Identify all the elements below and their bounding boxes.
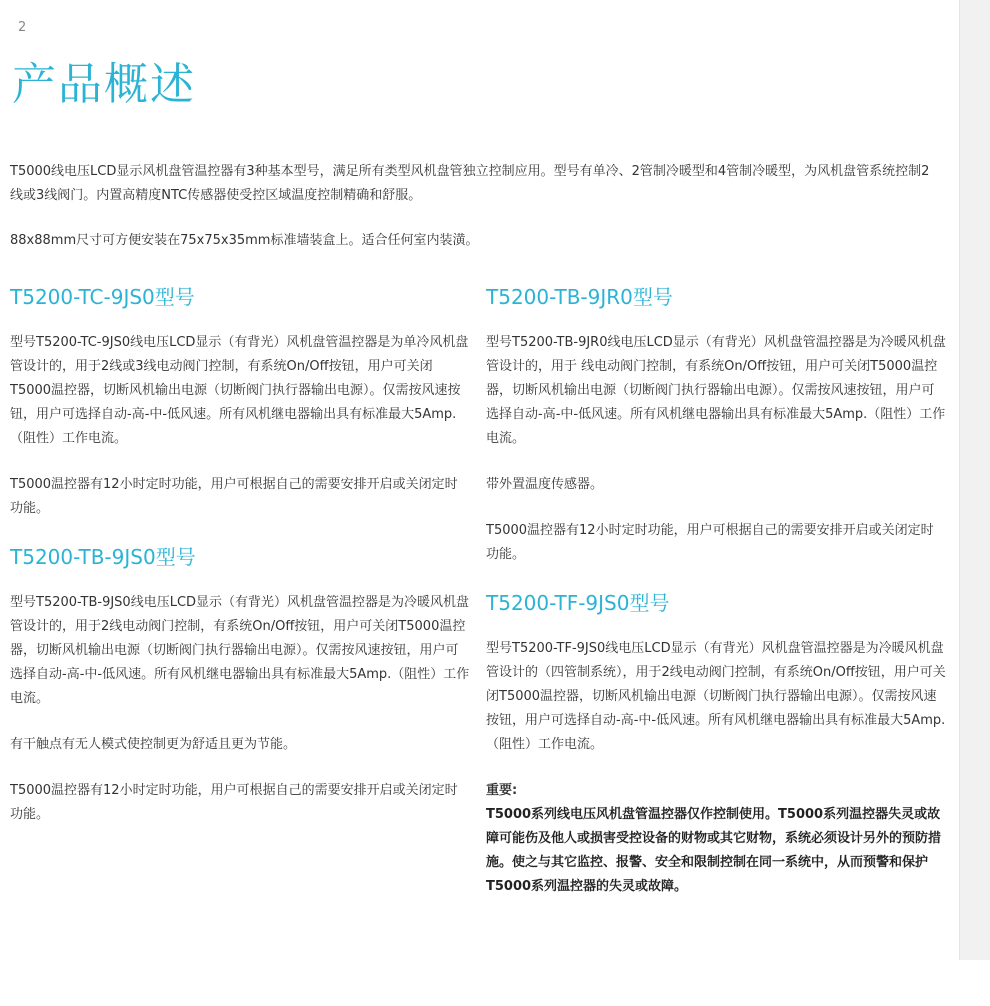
right-column	[486, 283, 946, 899]
section-heading-tb-9js0: T5200-TB-9JS0型号	[10, 545, 196, 569]
section-paragraph: 型号T5200-TF-9JS0线电压LCD显示（有背光）风机盘管温控器是为冷暖风机盘管设计的（四管制系统），用于2线电动阀门控制，有系统On/Off按钮，用户可关闭T5000温控器，切断风机输出电源（切断阀门执行器输出电源）。仅需按风速按钮，用户可选择自动-高-中-低风速。所有风机继电器输出具有标准最大5Amp.（阻性）工作电流。	[486, 641, 946, 752]
section-paragraph: 型号T5200-TB-9JR0线电压LCD显示（有背光）风机盘管温控器是为冷暖风机盘管设计的，用于 线电动阀门控制，有系统On/Off按钮，用户可关闭T5000温控器，切断风机输出电源（切断阀门执行器输出电源）。仅需按风速按钮，用户可选择自动-高-中-低风速。所有风机继电器输出具有标准最大5Amp.（阻性）工作电流。	[486, 335, 946, 446]
section-heading-tc-9js0: T5200-TC-9JS0型号	[10, 285, 195, 309]
section-paragraph: T5000温控器有12小时定时功能，用户可根据自己的需要安排开启或关闭定时功能。	[10, 783, 458, 822]
section-paragraph: 带外置温度传感器。	[486, 477, 604, 492]
section-paragraph: 有干触点有无人模式使控制更为舒适且更为节能。	[10, 737, 297, 752]
important-label: 重要:	[486, 783, 518, 798]
section-paragraph: 型号T5200-TC-9JS0线电压LCD显示（有背光）风机盘管温控器是为单冷风机盘管设计的，用于2线或3线电动阀门控制，有系统On/Off按钮，用户可关闭T5000温控器，切断风机输出电源（切断阀门执行器输出电源）。仅需按风速按钮，用户可选择自动-高-中-低风速。所有风机继电器输出具有标准最大5Amp.（阻性）工作电流。	[10, 335, 469, 446]
section-heading-tf-9js0: T5200-TF-9JS0型号	[486, 591, 670, 615]
left-column	[10, 283, 470, 849]
section-paragraph: 型号T5200-TB-9JS0线电压LCD显示（有背光）风机盘管温控器是为冷暖风机盘管设计的，用于2线电动阀门控制，有系统On/Off按钮，用户可关闭T5000温控器，切断风机输出电源（切断阀门执行器输出电源）。仅需按风速按钮，用户可选择自动-高-中-低风速。所有风机继电器输出具有标准最大5Amp.（阻性）工作电流。	[10, 595, 470, 706]
scrollbar-track[interactable]	[959, 0, 990, 960]
page-number: 2	[18, 20, 27, 35]
intro-paragraph-1: T5000线电压LCD显示风机盘管温控器有3种基本型号，满足所有类型风机盘管独立控制应用。型号有单冷、2管制冷暖型和4管制冷暖型，为风机盘管系统控制2线或3线阀门。内置高精度NTC传感器使受控区域温度控制精确和舒服。	[10, 164, 930, 203]
section-paragraph: T5000温控器有12小时定时功能，用户可根据自己的需要安排开启或关闭定时功能。	[486, 523, 934, 562]
important-text: T5000系列线电压风机盘管温控器仅作控制使用。T5000系列温控器失灵或故障可能伤及他人或损害受控设备的财物或其它财物，系统必须设计另外的预防措施。使之与其它监控、报警、安全和限制控制在同一系统中，从而预警和保护T5000系列温控器的失灵或故障。	[486, 807, 942, 894]
page-title: 产品概述	[12, 59, 196, 110]
section-heading-tb-9jr0: T5200-TB-9JR0型号	[486, 285, 673, 309]
section-paragraph: T5000温控器有12小时定时功能，用户可根据自己的需要安排开启或关闭定时功能。	[10, 477, 458, 516]
intro-paragraph-2: 88x88mm尺寸可方便安装在75x75x35mm标准墙装盒上。适合任何室内装潢。	[10, 233, 479, 248]
